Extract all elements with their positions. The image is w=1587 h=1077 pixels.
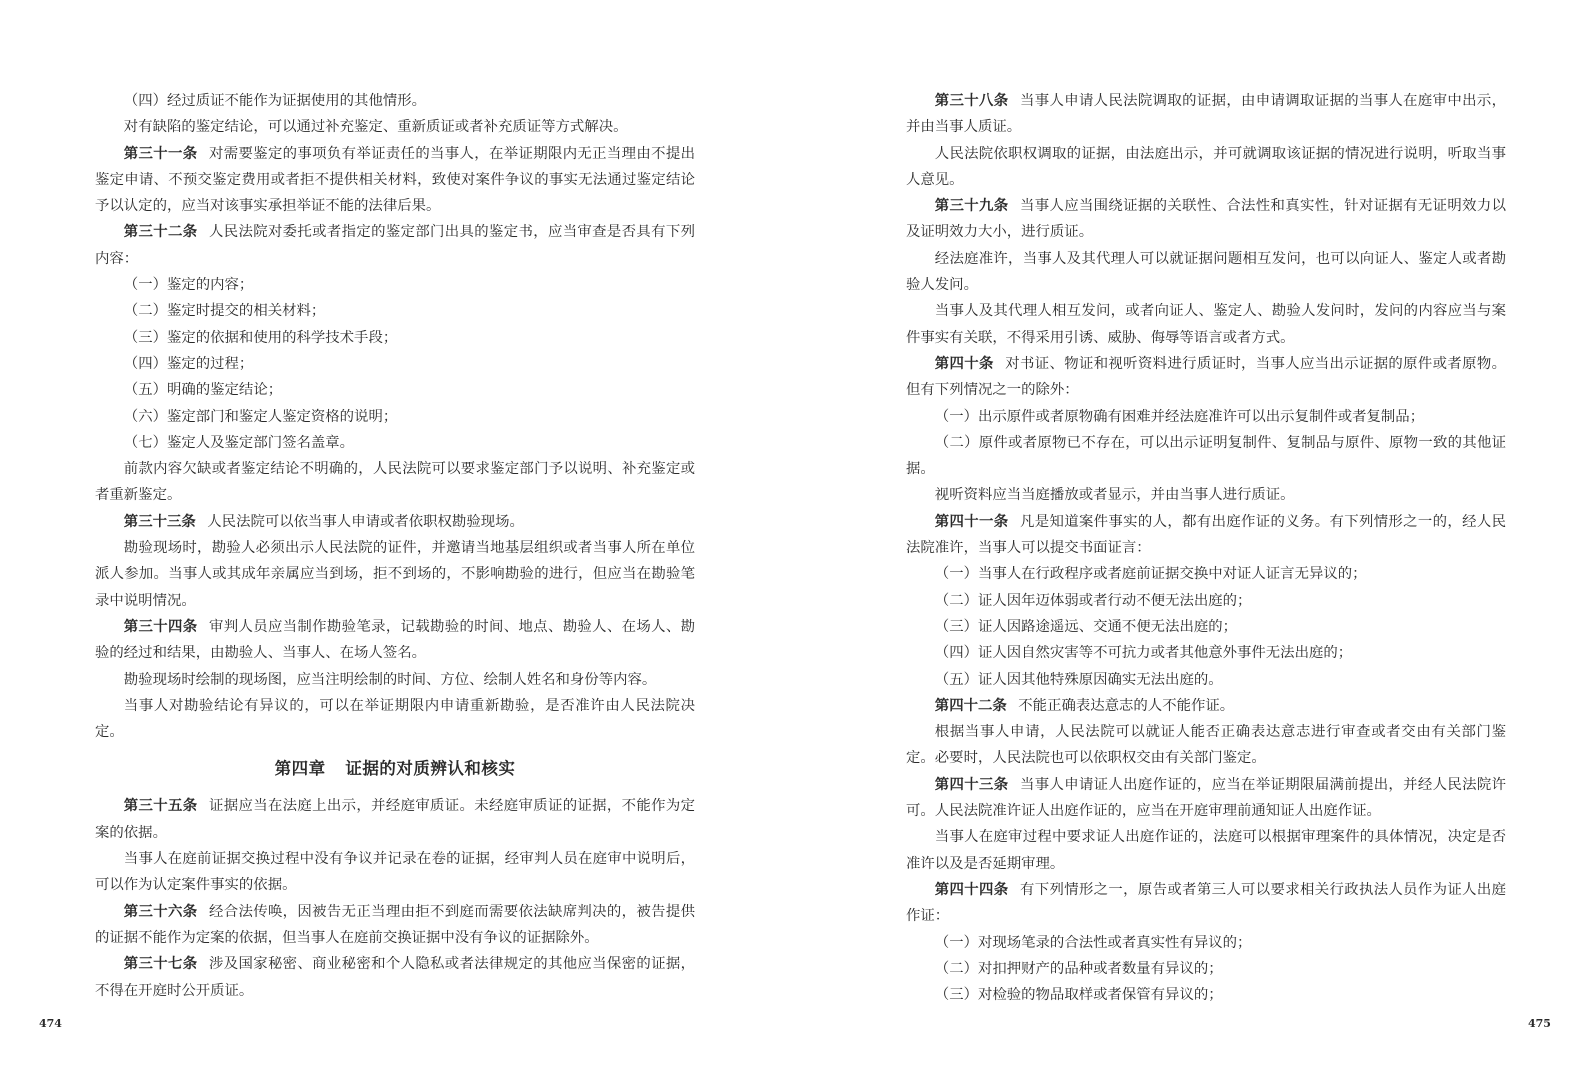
paragraph-text: （二）对扣押财产的品种或者数量有异议的； <box>934 960 1223 977</box>
article-number: 第四十三条 <box>934 775 1009 793</box>
paragraph-text: 当事人在庭审过程中要求证人出庭作证的，法庭可以根据审理案件的具体情况，决定是否准许以及是否延期审理。 <box>906 829 1506 872</box>
paragraph <box>906 561 1506 587</box>
paragraph-text: 勘验现场时，勘验人必须出示人民法院的证件，并邀请当地基层组织或者当事人所在单位派人参加。当事人或其成年亲属应当到场，拒不到场的，不影响勘验的进行，但应当在勘验笔录中说明情况。 <box>95 540 695 609</box>
article-paragraph <box>95 219 695 272</box>
paragraph-text: （二）原件或者原物已不存在，可以出示证明复制件、复制品与原件、原物一致的其他证据。 <box>906 434 1506 478</box>
paragraph-text: 经法庭准许，当事人及其代理人可以就证据问题相互发问，也可以向证人、鉴定人或者勘验人发问。 <box>906 250 1506 294</box>
paragraph-text: （二）证人因年迈体弱或者行动不便无法出庭的； <box>934 592 1252 609</box>
paragraph-text: 人民法院对委托或者指定的鉴定部门出具的鉴定书，应当审查是否具有下列内容： <box>95 224 695 267</box>
paragraph <box>906 588 1506 614</box>
paragraph-text: 当事人及其代理人相互发问，或者向证人、鉴定人、勘验人发问时，发问的内容应当与案件事实有关联，不得采用引诱、威胁、侮辱等语言或者方式。 <box>906 303 1506 346</box>
paragraph <box>95 272 695 298</box>
left-page-body-after-chapter <box>95 793 695 1003</box>
paragraph-text: 当事人应当围绕证据的关联性、合法性和真实性，针对证据有无证明效力以及证明效力大小，进行质证。 <box>906 198 1506 241</box>
article-paragraph <box>906 509 1506 562</box>
paragraph <box>906 614 1506 640</box>
paragraph-text: （四）鉴定的过程； <box>123 355 254 372</box>
paragraph-text: 对书证、物证和视听资料进行质证时，当事人应当出示证据的原件或者原物。但有下列情况之一的除外： <box>906 355 1506 399</box>
article-paragraph <box>95 951 695 1004</box>
paragraph-text: （四）证人因自然灾害等不可抗力或者其他意外事件无法出庭的； <box>934 645 1353 662</box>
paragraph-text: 有下列情形之一，原告或者第三人可以要求相关行政执法人员作为证人出庭作证： <box>906 881 1506 925</box>
paragraph-text: 对需要鉴定的事项负有举证责任的当事人，在举证期限内无正当理由不提出鉴定申请、不预交鉴定费用或者拒不提供相关材料，致使对案件争议的事实无法通过鉴定结论予以认定的，应当对该事实承担举证不能的法律后果。 <box>95 145 695 215</box>
article-number: 第三十八条 <box>934 92 1009 109</box>
paragraph-text: （六）鉴定部门和鉴定人鉴定资格的说明； <box>123 408 398 425</box>
paragraph-text: 人民法院可以依当事人申请或者依职权勘验现场。 <box>207 513 524 530</box>
paragraph <box>95 298 695 324</box>
article-paragraph <box>906 693 1506 719</box>
paragraph <box>906 719 1506 772</box>
paragraph-text: （五）明确的鉴定结论； <box>123 382 283 399</box>
chapter-title: 证据的对质辨认和核实 <box>345 759 516 779</box>
article-number: 第四十四条 <box>934 880 1009 898</box>
paragraph-text: 对有缺陷的鉴定结论，可以通过补充鉴定、重新质证或者补充质证等方式解决。 <box>123 119 628 136</box>
article-number: 第三十六条 <box>123 902 198 920</box>
paragraph-text: 涉及国家秘密、商业秘密和个人隐私或者法律规定的其他应当保密的证据，不得在开庭时公开质证。 <box>95 956 695 999</box>
article-paragraph <box>906 88 1506 141</box>
article-number: 第三十七条 <box>123 955 198 973</box>
article-number: 第三十二条 <box>123 223 198 241</box>
article-paragraph <box>95 793 695 846</box>
paragraph-text: （三）鉴定的依据和使用的科学技术手段； <box>123 329 398 346</box>
article-paragraph <box>906 351 1506 404</box>
paragraph-text: （一）鉴定的内容； <box>123 277 254 294</box>
page-number-left: 474 <box>39 1017 62 1030</box>
paragraph <box>906 482 1506 508</box>
paragraph-text: （三）证人因路途遥远、交通不便无法出庭的； <box>934 618 1238 635</box>
paragraph <box>906 430 1506 483</box>
article-number: 第四十条 <box>934 354 994 372</box>
paragraph-text: 当事人在庭前证据交换过程中没有争议并记录在卷的证据，经审判人员在庭审中说明后，可以作为认定案件事实的依据。 <box>95 851 695 894</box>
article-paragraph <box>95 614 695 667</box>
paragraph-text: （二）鉴定时提交的相关材料； <box>123 303 326 320</box>
paragraph <box>95 404 695 430</box>
paragraph <box>906 141 1506 194</box>
paragraph-text: （一）出示原件或者原物确有困难并经法庭准许可以出示复制件或者复制品； <box>934 408 1425 425</box>
paragraph <box>95 114 695 140</box>
right-page-body <box>906 88 1506 1008</box>
paragraph-text: 当事人申请人民法院调取的证据，由申请调取证据的当事人在庭审中出示，并由当事人质证。 <box>906 93 1506 136</box>
paragraph-text: 凡是知道案件事实的人，都有出庭作证的义务。有下列情形之一的，经人民法院准许，当事人可以提交书面证言： <box>906 513 1506 557</box>
paragraph <box>906 246 1506 299</box>
left-page-body-before-chapter <box>95 88 695 745</box>
paragraph-text: 不能正确表达意志的人不能作证。 <box>1018 697 1235 714</box>
article-paragraph <box>906 193 1506 246</box>
paragraph <box>906 956 1506 982</box>
article-paragraph <box>95 141 695 220</box>
article-number: 第四十一条 <box>934 512 1009 530</box>
paragraph <box>95 88 695 114</box>
article-paragraph <box>906 772 1506 825</box>
paragraph <box>906 930 1506 956</box>
paragraph-text: （四）经过质证不能作为证据使用的其他情形。 <box>123 93 427 109</box>
article-number: 第三十一条 <box>123 144 198 162</box>
page-number-right: 475 <box>1528 1017 1551 1030</box>
paragraph-text: （一）对现场笔录的合法性或者真实性有异议的； <box>934 934 1252 951</box>
article-number: 第四十二条 <box>934 696 1007 714</box>
paragraph-text: 前款内容欠缺或者鉴定结论不明确的，人民法院可以要求鉴定部门予以说明、补充鉴定或者重新鉴定。 <box>95 461 695 504</box>
paragraph <box>95 846 695 899</box>
article-paragraph <box>95 509 695 535</box>
paragraph-text: 勘验现场时绘制的现场图，应当注明绘制的时间、方位、绘制人姓名和身份等内容。 <box>123 671 657 688</box>
paragraph <box>95 351 695 377</box>
paragraph-text: （一）当事人在行政程序或者庭前证据交换中对证人证言无异议的； <box>934 566 1367 583</box>
paragraph <box>95 377 695 403</box>
paragraph <box>95 456 695 509</box>
paragraph-text: 根据当事人申请，人民法院可以就证人能否正确表达意志进行审查或者交由有关部门鉴定。必要时，人民法院也可以依职权交由有关部门鉴定。 <box>906 724 1506 767</box>
article-number: 第三十五条 <box>123 797 198 815</box>
paragraph <box>906 667 1506 693</box>
paragraph-text: 视听资料应当当庭播放或者显示，并由当事人进行质证。 <box>934 487 1295 504</box>
paragraph-text: 当事人申请证人出庭作证的，应当在举证期限届满前提出，并经人民法院许可。人民法院准许证人出庭作证的，应当在开庭审理前通知证人出庭作证。 <box>906 776 1506 820</box>
paragraph <box>95 535 695 614</box>
article-number: 第三十四条 <box>123 617 198 635</box>
article-paragraph <box>906 877 1506 930</box>
chapter-number: 第四章 <box>274 759 326 779</box>
paragraph-text: （三）对检验的物品取样或者保管有异议的； <box>934 987 1223 1004</box>
article-paragraph <box>95 899 695 952</box>
chapter-heading <box>95 755 695 779</box>
paragraph <box>95 430 695 456</box>
left-page <box>95 88 695 1004</box>
paragraph-text: （七）鉴定人及鉴定部门签名盖章。 <box>123 434 355 451</box>
paragraph <box>906 298 1506 351</box>
right-page <box>906 88 1506 1008</box>
paragraph <box>906 640 1506 666</box>
paragraph <box>906 824 1506 877</box>
paragraph <box>95 693 695 746</box>
paragraph-text: （五）证人因其他特殊原因确实无法出庭的。 <box>934 671 1223 688</box>
paragraph <box>95 667 695 693</box>
paragraph-text: 当事人对勘验结论有异议的，可以在举证期限内申请重新勘验，是否准许由人民法院决定。 <box>95 697 695 741</box>
paragraph-text: 人民法院依职权调取的证据，由法庭出示，并可就调取该证据的情况进行说明，听取当事人意见。 <box>906 145 1506 188</box>
paragraph <box>95 325 695 351</box>
paragraph-text: 经合法传唤，因被告无正当理由拒不到庭而需要依法缺席判决的，被告提供的证据不能作为定案的依据，但当事人在庭前交换证据中没有争议的证据除外。 <box>95 903 695 946</box>
paragraph-text: 审判人员应当制作勘验笔录，记载勘验的时间、地点、勘验人、在场人、勘验的经过和结果，由勘验人、当事人、在场人签名。 <box>95 618 695 662</box>
paragraph <box>906 404 1506 430</box>
article-number: 第三十三条 <box>123 512 196 530</box>
article-number: 第三十九条 <box>934 197 1009 215</box>
paragraph-text: 证据应当在法庭上出示，并经庭审质证。未经庭审质证的证据，不能作为定案的依据。 <box>95 798 695 841</box>
paragraph <box>906 982 1506 1008</box>
